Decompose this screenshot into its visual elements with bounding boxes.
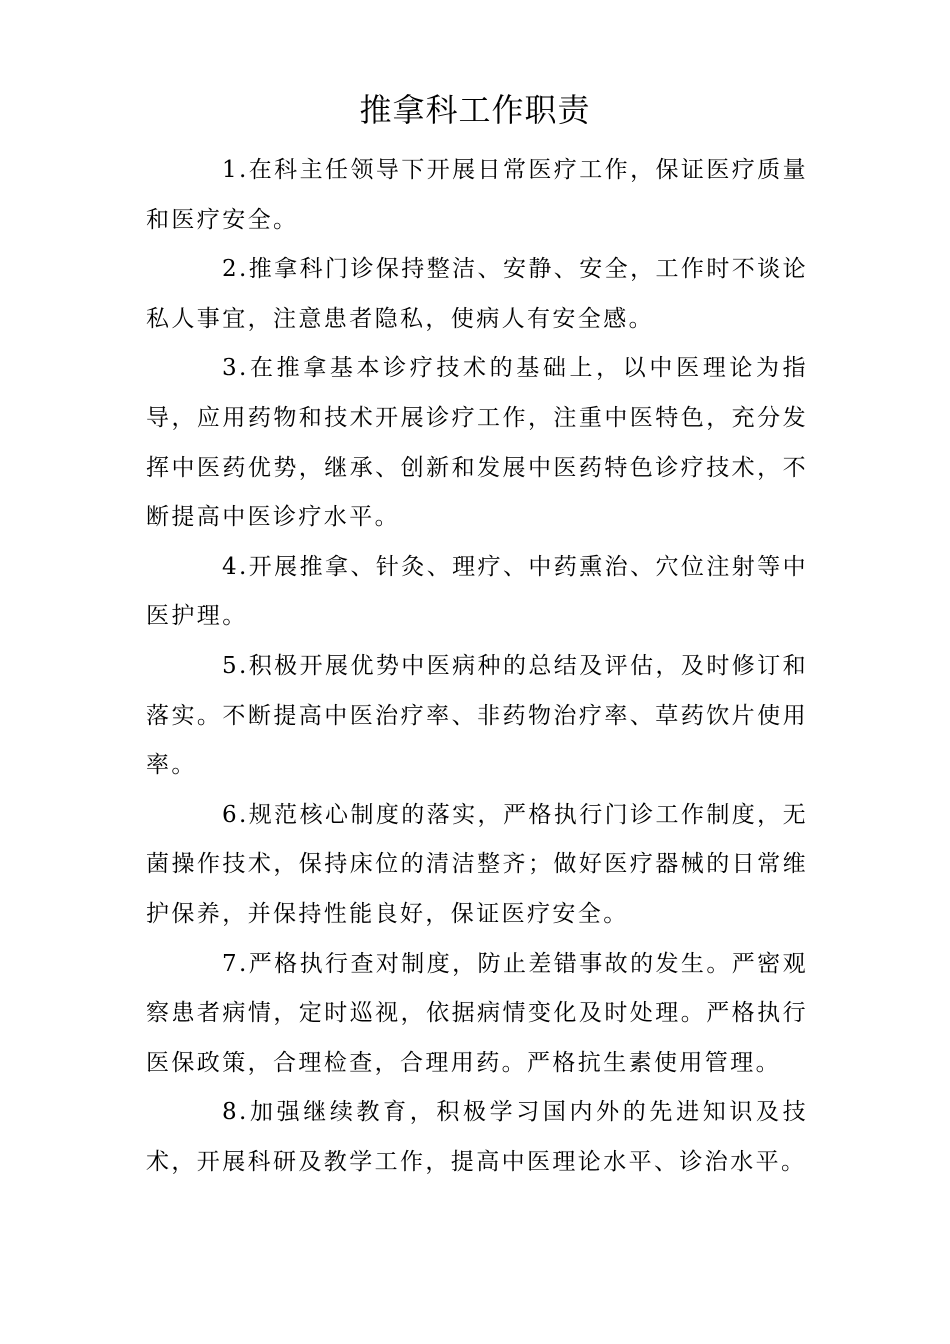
document-title: 推拿科工作职责 <box>359 91 591 129</box>
document-body <box>146 146 808 1187</box>
duty-item-1: 1.在科主任领导下开展日常医疗工作，保证医疗质量和医疗安全。 <box>146 157 808 233</box>
duty-item-7: 7.严格执行查对制度，防止差错事故的发生。严密观察患者病情，定时巡视，依据病情变化及时处理。严格执行医保政策，合理检查，合理用药。严格抗生素使用管理。 <box>146 950 808 1076</box>
duty-item-2: 2.推拿科门诊保持整洁、安静、安全，工作时不谈论私人事宜，注意患者隐私，使病人有安全感。 <box>146 256 808 332</box>
duty-item-6: 6.规范核心制度的落实，严格执行门诊工作制度，无菌操作技术，保持床位的清洁整齐；做好医疗器械的日常维护保养，并保持性能良好，保证医疗安全。 <box>146 801 808 927</box>
duty-item-8: 8.加强继续教育，积极学习国内外的先进知识及技术，开展科研及教学工作，提高中医理论水平、诊治水平。 <box>146 1099 808 1175</box>
duty-item-5: 5.积极开展优势中医病种的总结及评估，及时修订和落实。不断提高中医治疗率、非药物治疗率、草药饮片使用率。 <box>146 652 808 779</box>
duty-item-4: 4.开展推拿、针灸、理疗、中药熏治、穴位注射等中医护理。 <box>146 553 808 630</box>
duty-item-3: 3.在推拿基本诊疗技术的基础上，以中医理论为指导，应用药物和技术开展诊疗工作，注重中医特色，充分发挥中医药优势，继承、创新和发展中医药特色诊疗技术，不断提高中医诊疗水平。 <box>146 355 808 531</box>
